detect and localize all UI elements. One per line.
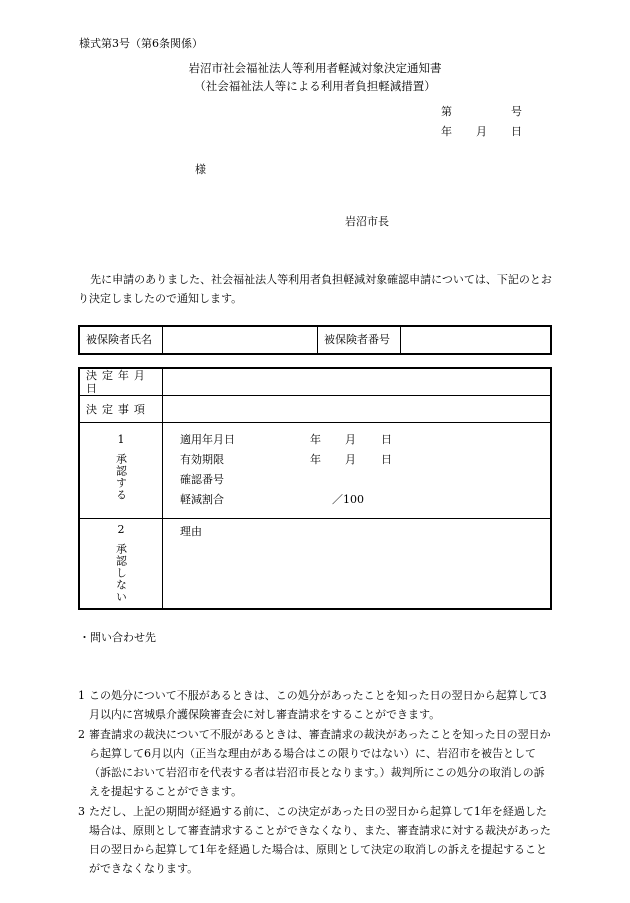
insured-info-table (78, 325, 552, 355)
note-number: 2 (78, 728, 85, 741)
reject-number: 2 (117, 523, 125, 537)
issuer: 岩沼市長 (345, 215, 389, 228)
note-item (78, 725, 552, 801)
note-item (78, 686, 552, 724)
reject-details (163, 519, 552, 609)
reduction-rate-value: ／100 (332, 493, 364, 507)
note-text: 審査請求の裁決について不服があるときは、審査請求の裁決があったことを知った日の翌日から起算して6月以内（正当な理由がある場合はこの限りではない）に、岩沼市を被告として（訴訟において岩沼市を代表する者は岩沼市長となります。）裁判所にこの処分の取消しの訴えを提起することができます。 (89, 728, 551, 798)
doc-number-suffix: 号 (511, 105, 522, 118)
note-text: この処分について不服があるときは、この処分があったことを知った日の翌日から起算して3月以内に宮城県介護保険審査会に対し審査請求をすることができます。 (89, 689, 547, 721)
note-number: 1 (78, 689, 85, 702)
decision-date-field[interactable] (163, 368, 552, 396)
reject-cell (79, 519, 163, 609)
apply-date-day: 日 (381, 433, 392, 447)
approve-cell (79, 423, 163, 519)
document-title: 岩沼市社会福祉法人等利用者軽減対象決定通知書 (188, 61, 442, 75)
confirm-number-label: 確認番号 (180, 473, 224, 487)
apply-date-month: 月 (345, 433, 356, 447)
decision-date-label: 決定年月日 (79, 368, 163, 396)
note-number: 3 (78, 805, 85, 818)
valid-period-day: 日 (381, 453, 392, 467)
insured-number-label: 被保険者番号 (318, 326, 401, 354)
addressee-suffix: 様 (195, 163, 206, 176)
doc-number-prefix: 第 (441, 105, 452, 118)
valid-period-month: 月 (345, 453, 356, 467)
approve-label: 承認する (114, 452, 128, 501)
insured-name-label: 被保険者氏名 (79, 326, 163, 354)
date-year: 年 (441, 125, 452, 138)
date-day: 日 (511, 125, 522, 138)
decision-table (78, 367, 552, 610)
body-text: 先に申請のありました、社会福祉法人等利用者負担軽減対象確認申請については、下記のとおり決定しましたので通知します。 (78, 273, 552, 305)
valid-period-year: 年 (310, 453, 321, 467)
note-text: ただし、上記の期間が経過する前に、この決定があった日の翌日から起算して1年を経過した場合は、原則として審査請求することができなくなり、また、審査請求に対する裁決があった日の翌日から起算して1年を経過した場合は、原則として決定の取消しの訴えを提起することができなくなります。 (89, 805, 551, 875)
decision-matter-field[interactable] (163, 396, 552, 423)
valid-period-label: 有効期限 (180, 453, 224, 467)
notes-list (78, 686, 552, 879)
decision-matter-label: 決定事項 (79, 396, 163, 423)
reject-label: 承認しない (114, 542, 128, 603)
document-subtitle: （社会福祉法人等による利用者負担軽減措置） (194, 79, 436, 93)
form-number: 様式第3号（第6条関係） (79, 37, 203, 50)
date-month: 月 (476, 125, 487, 138)
insured-name-field[interactable] (163, 326, 318, 354)
apply-date-year: 年 (310, 433, 321, 447)
insured-number-field[interactable] (401, 326, 552, 354)
reject-reason-label: 理由 (180, 525, 202, 539)
note-item (78, 802, 552, 878)
approve-details (163, 423, 552, 519)
apply-date-label: 適用年月日 (180, 433, 235, 447)
contact-label: ・問い合わせ先 (79, 631, 156, 644)
reduction-rate-label: 軽減割合 (180, 493, 224, 507)
approve-number: 1 (117, 433, 125, 447)
